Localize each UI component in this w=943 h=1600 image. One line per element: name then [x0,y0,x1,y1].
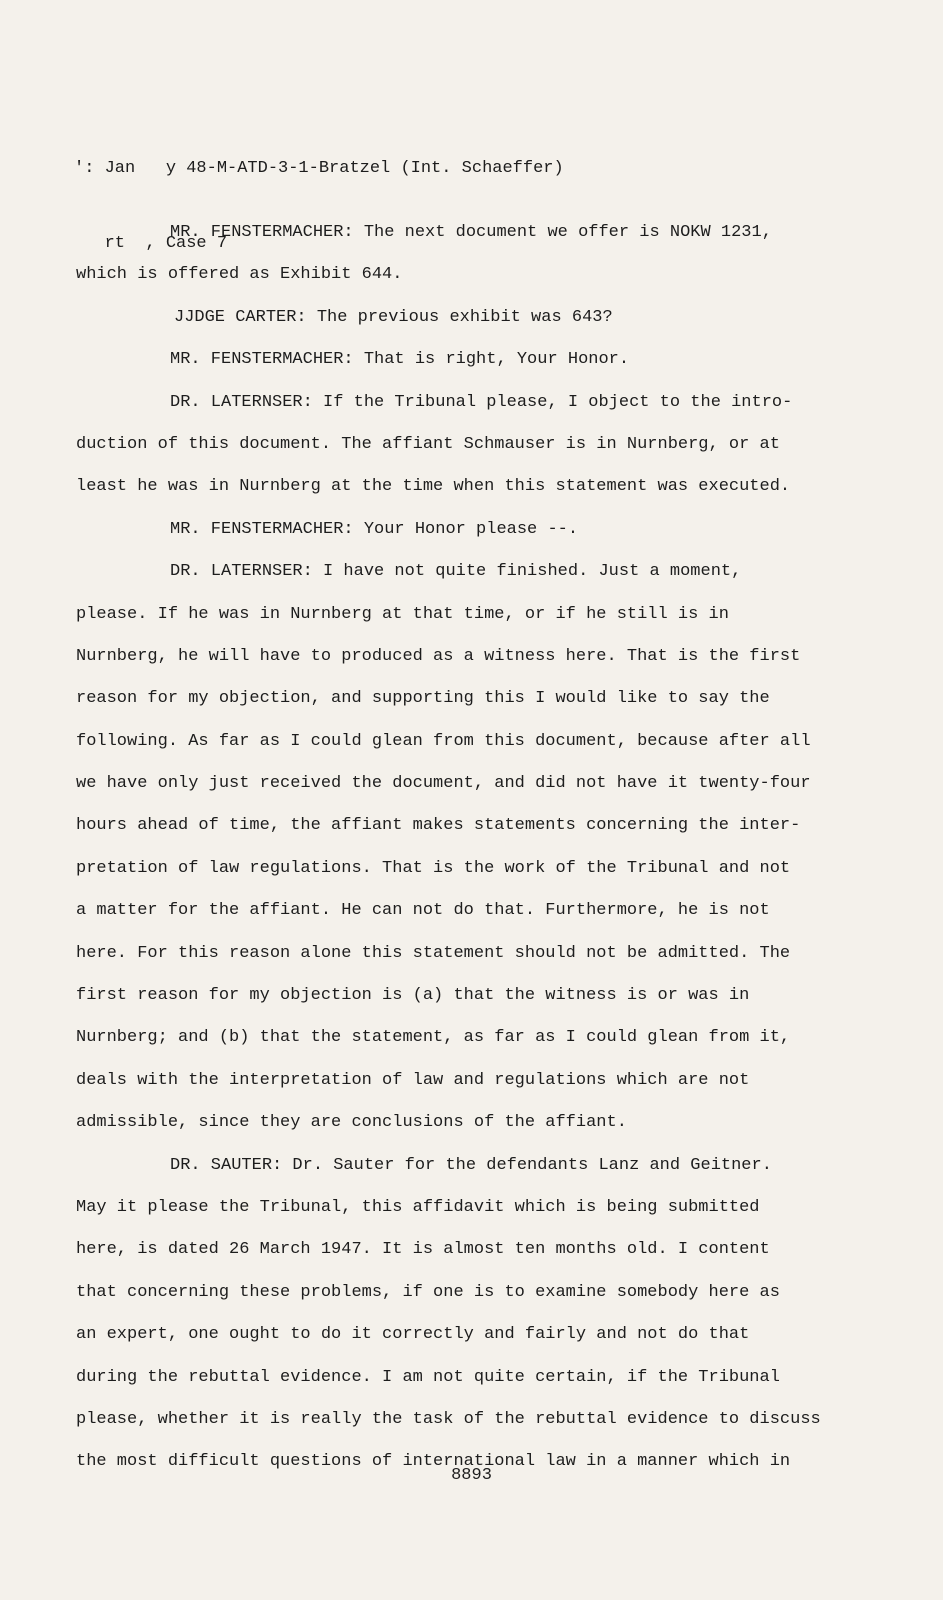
transcript-line: we have only just received the document, and did not have it twenty-four [76,774,811,794]
transcript-line: DR. LATERNSER: If the Tribunal please, I object to the intro- [170,392,793,412]
transcript-line: MR. FENSTERMACHER: Your Honor please --. [170,519,579,539]
transcript-line: an expert, one ought to do it correctly and fairly and not do that [76,1325,750,1345]
transcript-line: MR. FENSTERMACHER: The next document we offer is NOKW 1231, [170,223,772,242]
header-line-1: ': Jan y 48-M-ATD-3-1-Bratzel (Int. Schaeffer) [74,159,564,178]
transcript-line: please. If he was in Nurnberg at that time, or if he still is in [76,604,729,624]
transcript-line: reason for my objection, and supporting this I would like to say the [76,689,770,709]
transcript-line: pretation of law regulations. That is the work of the Tribunal and not [76,858,791,878]
transcript-line: that concerning these problems, if one is to examine somebody here as [76,1282,780,1302]
transcript-line: hours ahead of time, the affiant makes statements concerning the inter- [76,816,801,836]
transcript-line: a matter for the affiant. He can not do that. Furthermore, he is not [76,901,770,921]
transcript-line: here. For this reason alone this statement should not be admitted. The [76,943,791,963]
transcript-line: during the rebuttal evidence. I am not quite certain, if the Tribunal [76,1367,780,1387]
transcript-line: first reason for my objection is (a) that the witness is or was in [76,986,750,1006]
transcript-line: which is offered as Exhibit 644. [76,265,403,285]
transcript-line: May it please the Tribunal, this affidavit which is being submitted [76,1197,760,1217]
transcript-line: the most difficult questions of international law in a manner which in [76,1452,791,1472]
transcript-line: please, whether it is really the task of the rebuttal evidence to discuss [76,1409,821,1429]
transcript-line: following. As far as I could glean from this document, because after all [76,731,811,751]
transcript-line: duction of this document. The affiant Schmauser is in Nurnberg, or at [76,434,780,454]
transcript-line: JJDGE CARTER: The previous exhibit was 643? [174,307,613,327]
transcript-line: DR. SAUTER: Dr. Sauter for the defendants Lanz and Geitner. [170,1155,772,1175]
transcript-line: Nurnberg; and (b) that the statement, as far as I could glean from it, [76,1028,791,1048]
page-number: 8893 [451,1466,492,1485]
header-line-2: rt , Case 7 [74,234,228,253]
transcript-body [76,212,836,1484]
transcript-line: here, is dated 26 March 1947. It is almost ten months old. I content [76,1240,770,1260]
transcript-line: Nurnberg, he will have to produced as a witness here. That is the first [76,646,801,666]
transcript-line: DR. LATERNSER: I have not quite finished. Just a moment, [170,562,742,582]
transcript-line: deals with the interpretation of law and regulations which are not [76,1070,750,1090]
transcript-line: MR. FENSTERMACHER: That is right, Your Honor. [170,350,630,370]
transcript-line: least he was in Nurnberg at the time when this statement was executed. [76,477,791,497]
transcript-line: admissible, since they are conclusions of the affiant. [76,1113,627,1133]
